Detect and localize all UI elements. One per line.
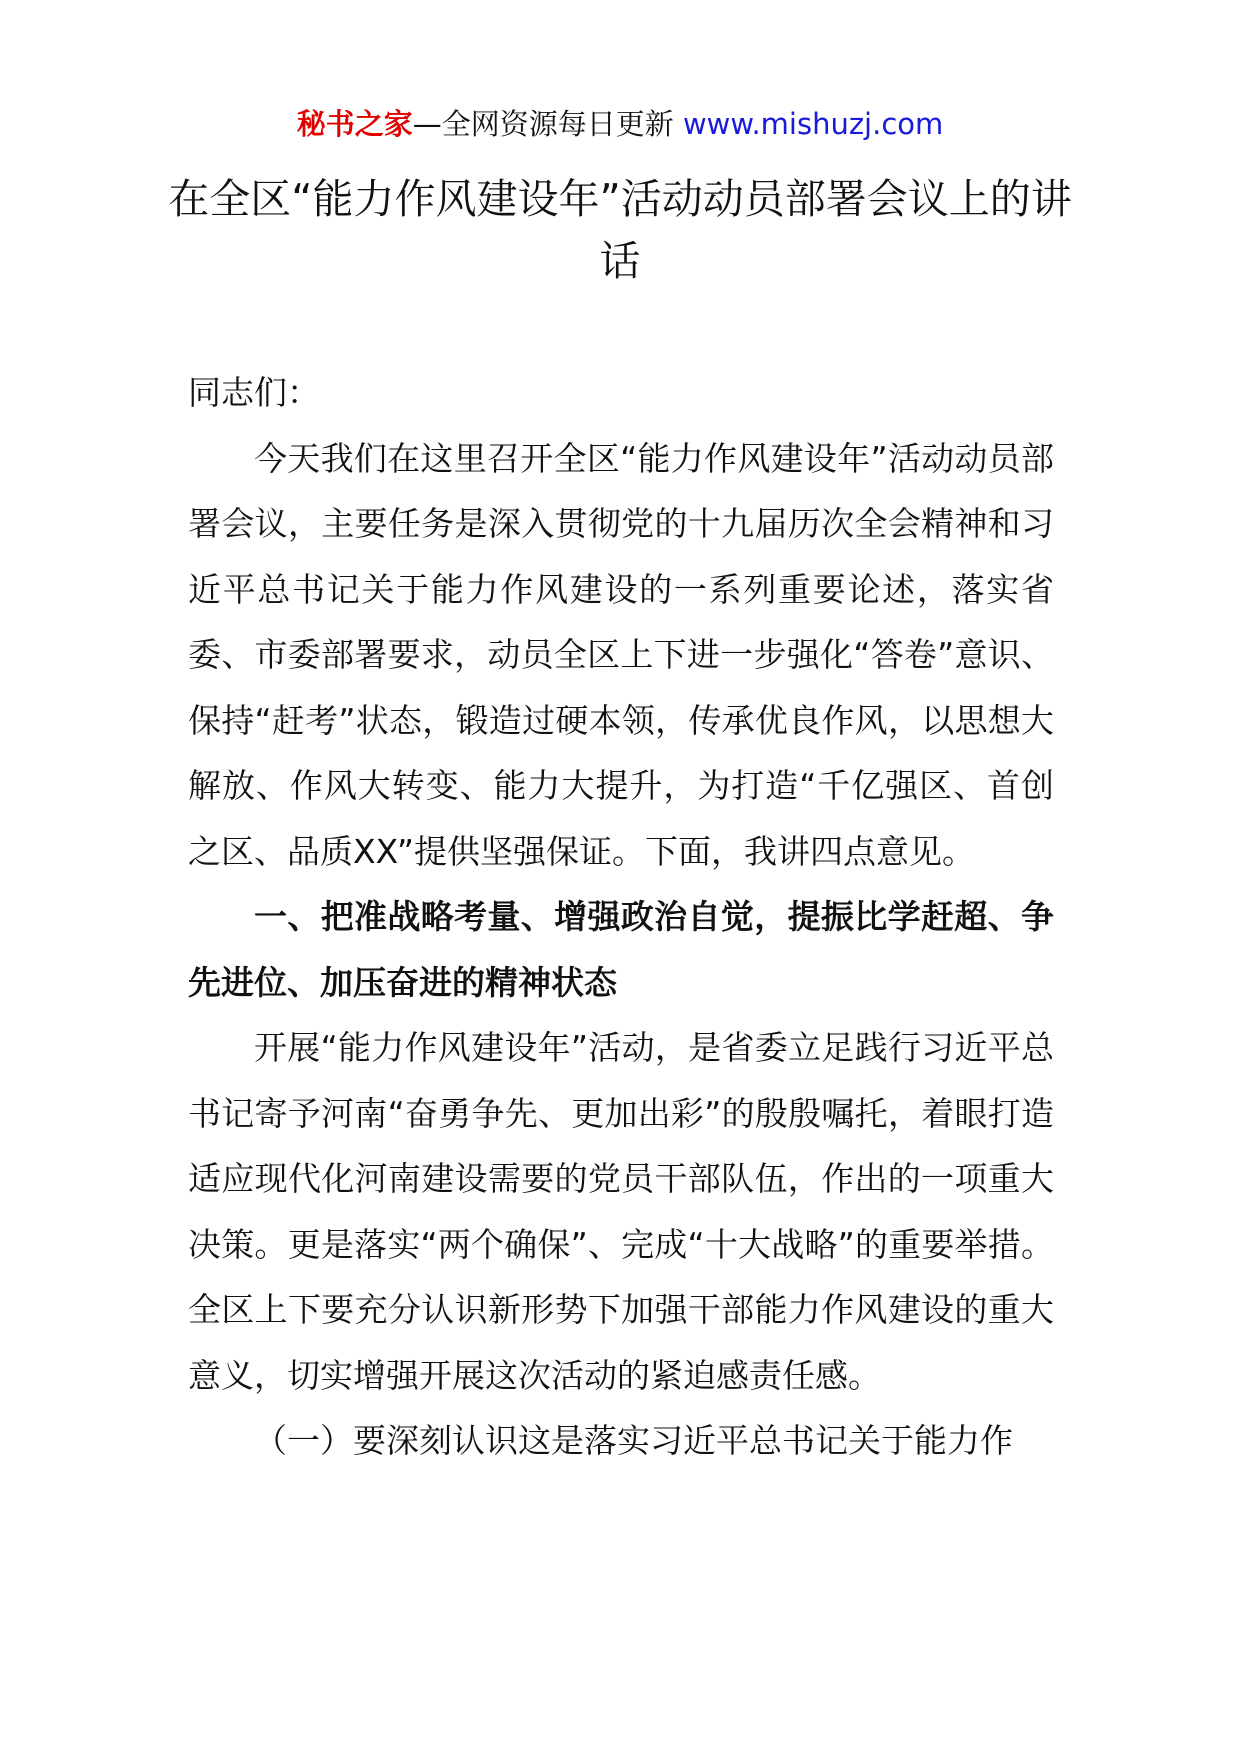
subsection-heading: （一）要深刻认识这是落实习近平总书记关于能力作 [254, 1421, 1013, 1460]
body-paragraph: 开展“能力作风建设年”活动，是省委立足践行习近平总书记寄予河南“奋勇争先、更加出彩”的殷殷嘱托，着眼打造适应现代化河南建设需要的党员干部队伍，作出的一项重大决策。更是落实“两个确保”、完成“十大战略”的重要举措。全区上下要充分认识新形势下加强干部能力作风建设的重大意义，切实增强开展这次活动的紧迫感责任感。 [188, 1028, 1054, 1395]
document-body [188, 360, 1054, 1474]
body-paragraph: 今天我们在这里召开全区“能力作风建设年”活动动员部署会议，主要任务是深入贯彻党的十九届历次全会精神和习近平总书记关于能力作风建设的一系列重要论述，落实省委、市委部署要求，动员全区上下进一步强化“答卷”意识、保持“赶考”状态，锻造过硬本领，传承优良作风，以思想大解放、作风大转变、能力大提升，为打造“千亿强区、首创之区、品质XX”提供坚强保证。下面，我讲四点意见。 [188, 438, 1054, 871]
document-title: 在全区“能力作风建设年”活动动员部署会议上的讲话 [168, 175, 1072, 285]
banner-brand: 秘书之家 [296, 107, 413, 141]
section-heading: 一、把准战略考量、增强政治自觉，提振比学赶超、争先进位、加压奋进的精神状态 [188, 897, 1054, 1002]
site-banner [0, 104, 1240, 144]
banner-url-link[interactable]: www.mishuzj.com [682, 107, 944, 141]
banner-tagline: —全网资源每日更新 [412, 107, 683, 141]
salutation: 同志们： [188, 373, 320, 412]
